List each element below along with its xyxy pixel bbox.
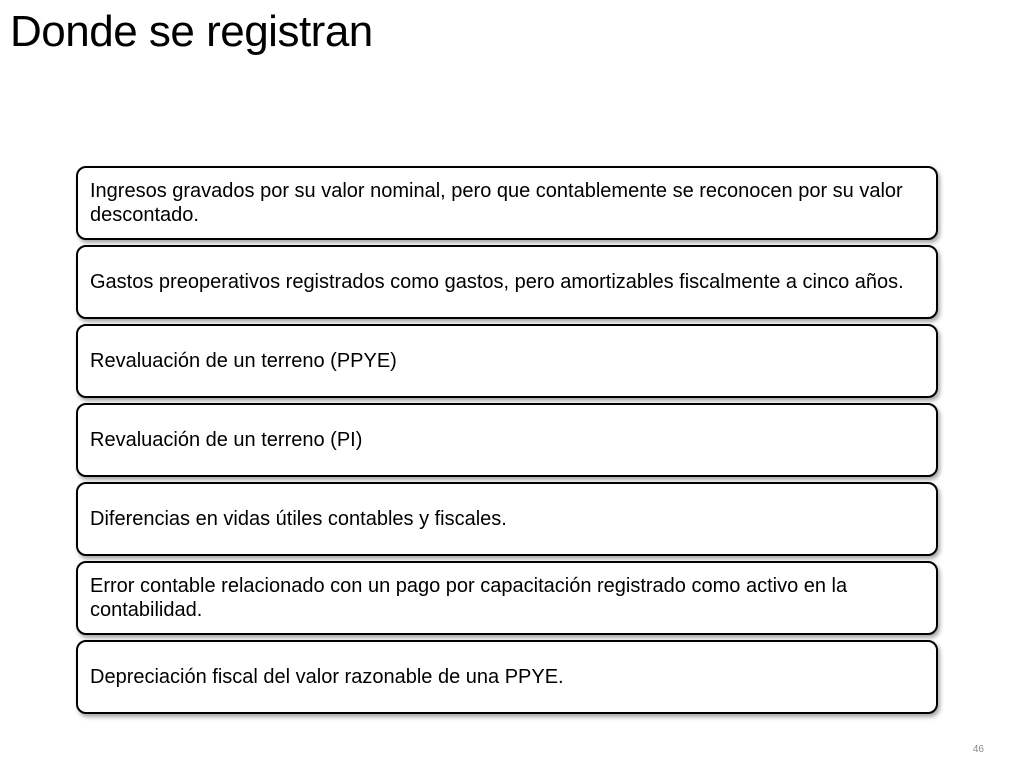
list-item-preoperative-expenses — [76, 245, 938, 319]
list-item-text: Depreciación fiscal del valor razonable de una PPYE. — [90, 666, 564, 688]
list-item-text: Revaluación de un terreno (PPYE) — [90, 350, 397, 372]
list-item-fiscal-depreciation — [76, 640, 938, 714]
list-item-text: Revaluación de un terreno (PI) — [90, 429, 363, 451]
list-item-training-payment-error — [76, 561, 938, 635]
list-item-text: Ingresos gravados por su valor nominal, pero que contablemente se reconocen por su valor descontado. — [90, 180, 903, 226]
page-number: 46 — [972, 744, 984, 755]
list-item-text: Gastos preoperativos registrados como gastos, pero amortizables fiscalmente a cinco años. — [90, 271, 904, 293]
list-item-land-revaluation-pi — [76, 403, 938, 477]
list-item-text: Error contable relacionado con un pago por capacitación registrado como activo en la contabilidad. — [90, 575, 848, 621]
list-item-text: Diferencias en vidas útiles contables y fiscales. — [90, 508, 507, 530]
list-item-nominal-income — [76, 166, 938, 240]
list-item-useful-life-differences — [76, 482, 938, 556]
slide-title: Donde se registran — [10, 7, 373, 56]
item-list — [76, 166, 938, 714]
list-item-land-revaluation-ppye — [76, 324, 938, 398]
